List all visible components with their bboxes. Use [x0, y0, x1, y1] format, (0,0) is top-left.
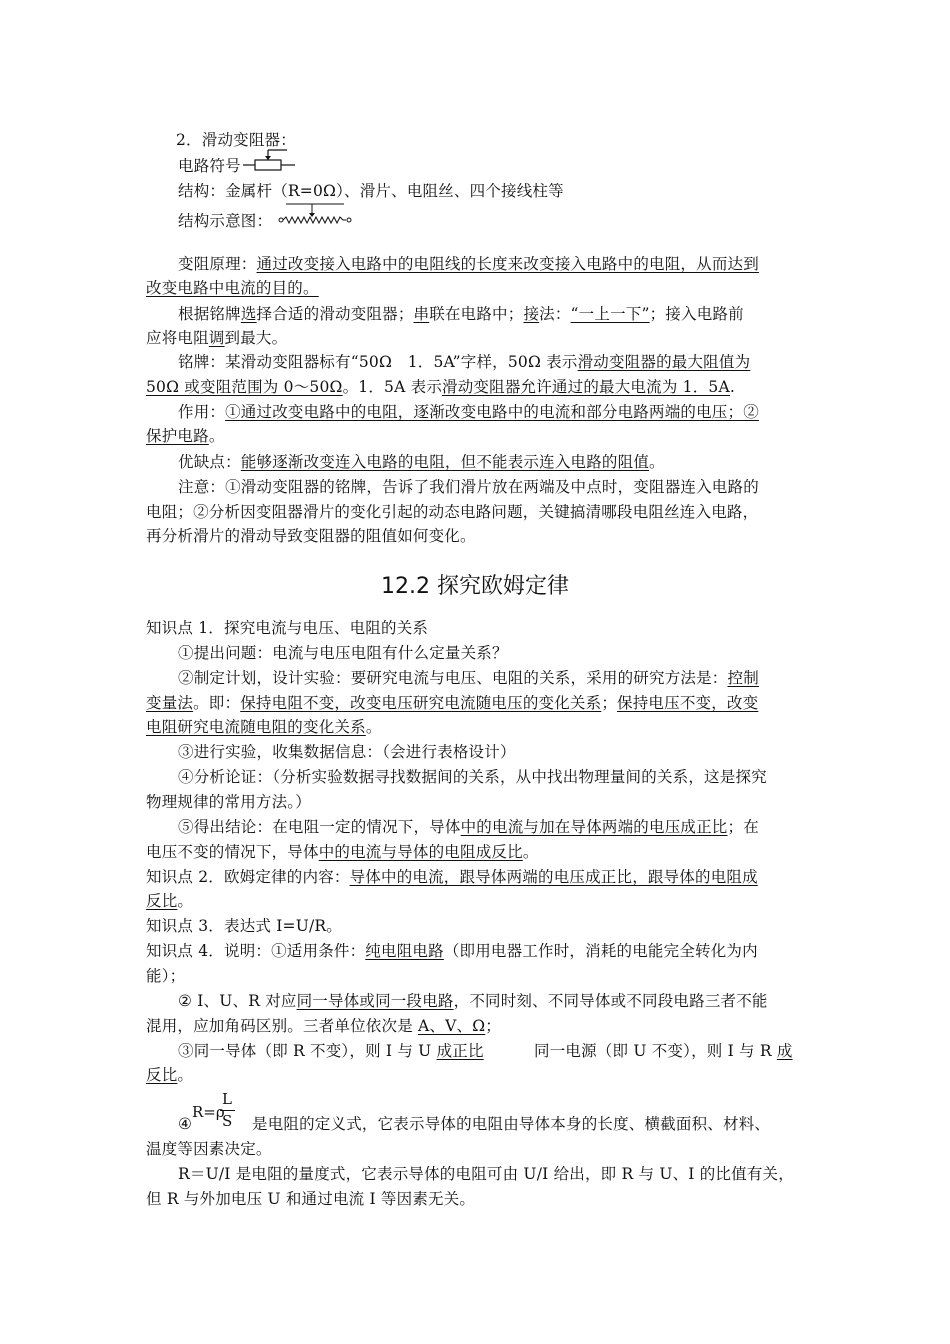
point-4-line-1: 是电阻的定义式，它表示导体的电阻由导体本身的长度、横截面积、材料、 — [252, 1115, 771, 1133]
step-2-line-1: ②制定计划，设计实验：要研究电流与电压、电阻的关系，采用的研究方法是：控制 — [178, 669, 759, 687]
step-4-line-1: ④分析论证：（分析实验数据寻找数据间的关系，从中找出物理量间的关系，这是探究 — [178, 768, 767, 786]
heading-sliding-rheostat: 2．滑动变阻器： — [176, 131, 296, 149]
knowledge-point-4-line-1: 知识点 4．说明：①适用条件：纯电阻电路（即用电器工作时，消耗的电能完全转化为内 — [146, 942, 758, 960]
knowledge-point-2-line-2: 反比。 — [146, 892, 194, 910]
step-3: ③进行实验，收集数据信息：（会进行表格设计） — [178, 743, 516, 761]
knowledge-point-2-line-1: 知识点 2．欧姆定律的内容：导体中的电流，跟导体两端的电压成正比，跟导体的电阻成 — [146, 868, 758, 886]
point-3-line-1b: 同一电源（即 U 不变），则 I 与 R 成 — [534, 1042, 793, 1060]
note-line-3: 再分析滑片的滑动导致变阻器的阻值如何变化。 — [146, 527, 476, 545]
point-3-line-2: 反比。 — [146, 1066, 194, 1084]
step-5-line-1: ⑤得出结论：在电阻一定的情况下，导体中的电流与加在导体两端的电压成正比；在 — [178, 818, 759, 836]
step-5-line-2: 电压不变的情况下，导体中的电流与导体的电阻成反比。 — [146, 843, 539, 861]
point-3-line-1: ③同一导体（即 R 不变），则 I 与 U 成正比 — [178, 1042, 484, 1060]
formula-denominator: S — [222, 1112, 233, 1130]
formula-left: R=ρ — [192, 1103, 225, 1121]
principle-line-1: 变阻原理：通过改变接入电路中的电阻线的长度来改变接入电路中的电阻，从而达到 — [178, 255, 759, 273]
knowledge-point-1: 知识点 1．探究电流与电压、电阻的关系 — [146, 619, 429, 637]
knowledge-point-4-line-2: 能）； — [146, 967, 186, 985]
point-2-line-2: 混用，应加角码区别。三者单位依次是 A、V、Ω； — [146, 1017, 501, 1035]
formula-numerator: L — [222, 1090, 232, 1108]
function-line-1: 作用：①通过改变电路中的电阻，逐渐改变电路中的电流和部分电路两端的电压；② — [178, 403, 759, 421]
point-5-line-2: 但 R 与外加电压 U 和通过电流 I 等因素无关。 — [146, 1190, 476, 1208]
note-line-2: 电阻；②分析因变阻器滑片的变化引起的动态电路问题，关键搞清哪段电阻丝连入电路， — [146, 503, 759, 521]
usage-line-1: 根据铭牌选择合适的滑动变阻器；串联在电路中；接法：“一上一下”；接入电路前 — [178, 305, 744, 323]
point-4-mark: ④ — [178, 1115, 193, 1133]
circuit-symbol-line: 电路符号 — [178, 157, 241, 175]
rheostat-symbol-icon — [243, 148, 299, 174]
point-2-line-1: ② I、U、R 对应同一导体或同一段电路，不同时刻、不同导体或不同段电路三者不能 — [178, 992, 768, 1010]
point-5-line-1: R＝U/I 是电阻的量度式，它表示导体的电阻可由 U/I 给出，即 R 与 U、I 的比值有关， — [178, 1165, 794, 1183]
structure-line: 结构：金属杆（R=0Ω）、滑片、电阻丝、四个接线柱等 — [178, 182, 564, 200]
step-1: ①提出问题：电流与电压电阻有什么定量关系？ — [178, 644, 508, 662]
knowledge-point-3: 知识点 3．表达式 I=U/R。 — [146, 917, 342, 935]
diagram-label: 结构示意图： — [178, 212, 273, 230]
usage-line-2: 应将电阻调到最大。 — [146, 329, 288, 347]
step-2-line-2: 变量法。即：保持电阻不变，改变电压研究电流随电压的变化关系；保持电压不变，改变 — [146, 694, 759, 712]
rheostat-structure-diagram-icon — [276, 200, 356, 228]
point-4-line-2: 温度等因素决定。 — [146, 1140, 272, 1158]
nameplate-line-1: 铭牌：某滑动变阻器标有“50Ω 1．5A”字样，50Ω 表示滑动变阻器的最大阻值为 — [178, 353, 751, 371]
step-2-line-3: 电阻研究电流随电阻的变化关系。 — [146, 718, 382, 736]
principle-line-2: 改变电路中电流的目的。 — [146, 279, 319, 297]
function-line-2: 保护电路。 — [146, 427, 225, 445]
pros-cons-line: 优缺点：能够逐渐改变连入电路的电阻，但不能表示连入电路的阻值。 — [178, 453, 665, 471]
fraction-bar — [220, 1110, 235, 1111]
note-line-1: 注意：①滑动变阻器的铭牌，告诉了我们滑片放在两端及中点时，变阻器连入电路的 — [178, 478, 759, 496]
step-4-line-2: 物理规律的常用方法。） — [146, 793, 311, 811]
section-title: 12.2 探究欧姆定律 — [381, 574, 569, 599]
nameplate-line-2: 50Ω 或变阻范围为 0～50Ω。1．5A 表示滑动变阻器允许通过的最大电流为 1．5A. — [146, 378, 736, 396]
